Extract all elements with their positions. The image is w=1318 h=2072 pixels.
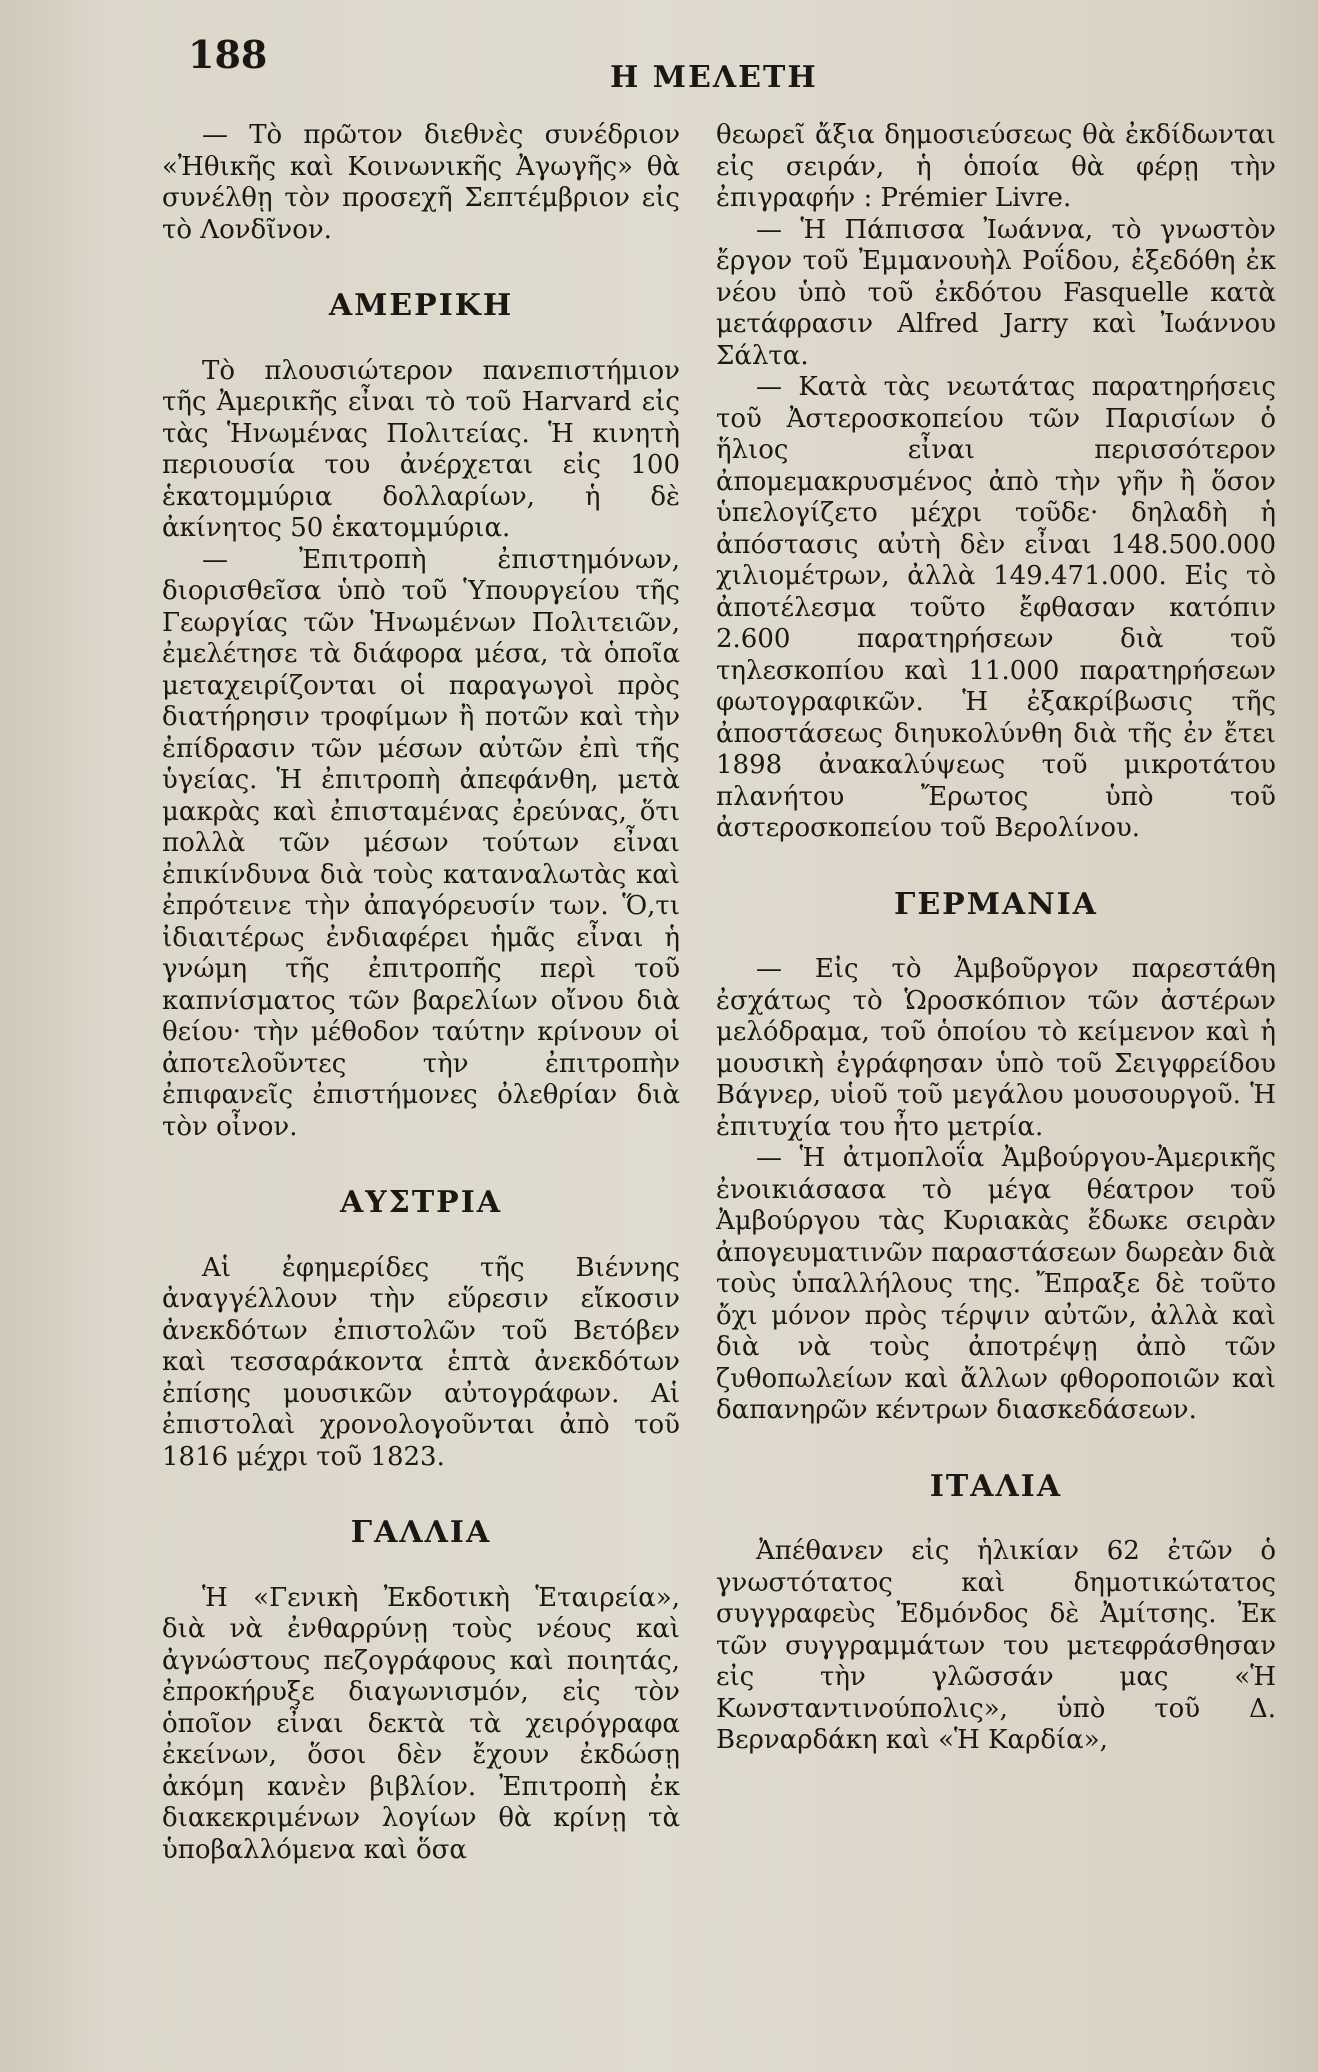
section-heading-germany: ΓΕΡΜΑΝΙΑ [894,886,1098,922]
harvard-paragraph: Τὸ πλουσιώτερον πανεπιστήμιον τῆς Ἀμερικῆς εἶναι τὸ τοῦ Harvard εἰς τὰς Ἡνωμένας Πολιτείας. Ἡ κινητὴ περιουσία του ἀνέρχεται εἰς 100 ἑκατομμύρια δολλαρίων, ἡ δὲ ἀκίνητος 50 ἑκατομμύρια. [162,355,680,543]
right-column [716,120,1276,1757]
running-head: Η ΜΕΛΕΤΗ [610,60,818,95]
beethoven-letters-paragraph: Αἱ ἐφημερίδες τῆς Βιέννης ἀναγγέλλουν τὴν εὕρεσιν εἴκοσιν ἀνεκδότων ἐπιστολῶν τοῦ Βετόβεν καὶ τεσσαράκοντα ἑπτὰ ἀνεκδότων ἐπίσης μουσικῶν αὐτογράφων. Αἱ ἐπιστολαὶ χρονολογοῦνται ἀπὸ τοῦ 1816 μέχρι τοῦ 1823. [162,1252,680,1472]
contest-continuation-paragraph: θεωρεῖ ἄξια δημοσιεύσεως θὰ ἐκδίδωνται εἰς σειράν, ἡ ὁποία θὰ φέρῃ τὴν ἐπιγραφήν : Prémier Livre. [716,120,1276,213]
page-number: 188 [188,32,268,77]
publishing-contest-paragraph: Ἡ «Γενικὴ Ἐκδοτικὴ Ἑταιρεία», διὰ νὰ ἐνθαρρύνῃ τοὺς νέους καὶ ἀγνώστους πεζογράφους καὶ ποιητάς, ἐπροκήρυξε διαγωνισμόν, εἰς τὸν ὁποῖον εἶναι δεκτὰ τὰ χειρόγραφα ἐκείνων, ὅσοι δὲν ἔχουν ἐκδώσῃ ἀκόμη κανὲν βιβλίον. Ἐπιτροπὴ ἐκ διακεκριμένων λογίων θὰ κρίνῃ τὰ ὑποβαλλόμενα καὶ ὅσα [162,1582,680,1865]
section-heading-italy: ΙΤΑΛΙΑ [929,1468,1063,1504]
left-column [162,120,680,1866]
hamburg-shipping-paragraph: — Ἡ ἀτμοπλοΐα Ἀμβούργου-Ἀμερικῆς ἐνοικιάσασα τὸ μέγα θέατρον τοῦ Ἀμβούργου τὰς Κυριακὰς ἔδωκε σειρὰν ἀπογευματινῶν παραστάσεων δωρεὰν διὰ τοὺς ὑπαλλήλους της. Ἔπραξε δὲ τοῦτο ὄχι μόνον πρὸς τέρψιν αὐτῶν, ἀλλὰ καὶ διὰ νὰ τοὺς ἀποτρέψῃ ἀπὸ τῶν ζυθοπωλείων καὶ ἄλλων φθοροποιῶν καὶ δαπανηρῶν κέντρων διασκεδάσεων. [716,1143,1276,1425]
food-committee-paragraph: — Ἐπιτροπὴ ἐπιστημόνων, διορισθεῖσα ὑπὸ τοῦ Ὑπουργείου τῆς Γεωργίας τῶν Ἡνωμένων Πολιτειῶν, ἐμελέτησε τὰ διάφορα μέσα, τὰ ὁποῖα μεταχειρίζονται οἱ παραγωγοὶ πρὸς διατήρησιν τροφίμων ἢ ποτῶν καὶ τὴν ἐπίδρασιν τῶν μέσων αὐτῶν ἐπὶ τῆς ὑγείας. Ἡ ἐπιτροπὴ ἀπεφάνθη, μετὰ μακρὰς καὶ ἐπισταμένας ἐρεύνας, ὅτι πολλὰ τῶν μέσων τούτων εἶναι ἐπικίνδυνα διὰ τοὺς καταναλωτὰς καὶ ἐπρότεινε τὴν ἀπαγόρευσίν των. Ὅ,τι ἰδιαιτέρως ἐνδιαφέρει ἡμᾶς εἶναι ἡ γνώμη τῆς ἐπιτροπῆς περὶ τοῦ καπνίσματος τῶν βαρελίων οἴνου διὰ θείου· τὴν μέθοδον ταύτην κρίνουν οἱ ἀποτελοῦντες τὴν ἐπιτροπὴν ἐπιφανεῖς ἐπιστήμονες ὀλεθρίαν διὰ τὸν οἶνον. [162,544,680,1142]
section-heading-america: ΑΜΕΡΙΚΗ [328,288,514,323]
sun-distance-paragraph: — Κατὰ τὰς νεωτάτας παρατηρήσεις τοῦ Ἀστεροσκοπείου τῶν Παρισίων ὁ ἥλιος εἶναι περισσότερον ἀπομεμακρυσμένος ἀπὸ τὴν γῆν ἢ ὅσον ὑπελογίζετο μέχρι τοῦδε· δηλαδὴ ἡ ἀπόστασις αὐτὴ δὲν εἶναι 148.500.000 χιλιομέτρων, ἀλλὰ 149.471.000. Εἰς τὸ ἀποτέλεσμα τοῦτο ἔφθασαν κατόπιν 2.600 παρατηρήσεων διὰ τοῦ τηλεσκοπίου καὶ 11.000 παρατηρήσεων φωτογραφικῶν. Ἡ ἐξακρίβωσις τῆς ἀποστάσεως διηυκολύνθη διὰ τῆς ἐν ἔτει 1898 ἀνακαλύψεως τοῦ μικροτάτου πλανήτου Ἔρωτος ὑπὸ τοῦ ἀστεροσκοπείου τοῦ Βερολίνου. [716,372,1276,843]
congress-notice: — Τὸ πρῶτον διεθνὲς συνέδριον «Ἠθικῆς καὶ Κοινωνικῆς Ἀγωγῆς» θὰ συνέλθῃ τὸν προσεχῆ Σεπτέμβριον εἰς τὸ Λονδῖνον. [162,120,680,245]
section-heading-austria: ΑΥΣΤΡΙΑ [339,1185,503,1220]
papissa-ioanna-paragraph: — Ἡ Πάπισσα Ἰωάννα, τὸ γνωστὸν ἔργον τοῦ Ἐμμανουὴλ Ροΐδου, ἐξεδόθη ἐκ νέου ὑπὸ τοῦ ἐκδότου Fasquelle κατὰ μετάφρασιν Alfred Jarry καὶ Ἰωάννου Σάλτα. [716,214,1276,371]
section-heading-france: ΓΑΛΛΙΑ [350,1515,492,1550]
hamburg-opera-paragraph: — Εἰς τὸ Ἀμβοῦργον παρεστάθη ἐσχάτως τὸ Ὡροσκόπιον τῶν ἀστέρων μελόδραμα, τοῦ ὁποίου τὸ κείμενον καὶ ἡ μουσικὴ ἐγράφησαν ὑπὸ τοῦ Σειγφρείδου Βάγνερ, υἱοῦ τοῦ μεγάλου μουσουργοῦ. Ἡ ἐπιτυχία του ἦτο μετρία. [716,954,1276,1142]
de-amicis-paragraph: Ἀπέθανεν εἰς ἡλικίαν 62 ἐτῶν ὁ γνωστότατος καὶ δημοτικώτατος συγγραφεὺς Ἐδμόνδος δὲ Ἀμίτσης. Ἐκ τῶν συγγραμμάτων του μετεφράσθησαν εἰς τὴν γλῶσσάν μας «Ἡ Κωνσταντινούπολις», ὑπὸ τοῦ Δ. Βερναρδάκη καὶ «Ἡ Καρδία», [716,1536,1276,1755]
